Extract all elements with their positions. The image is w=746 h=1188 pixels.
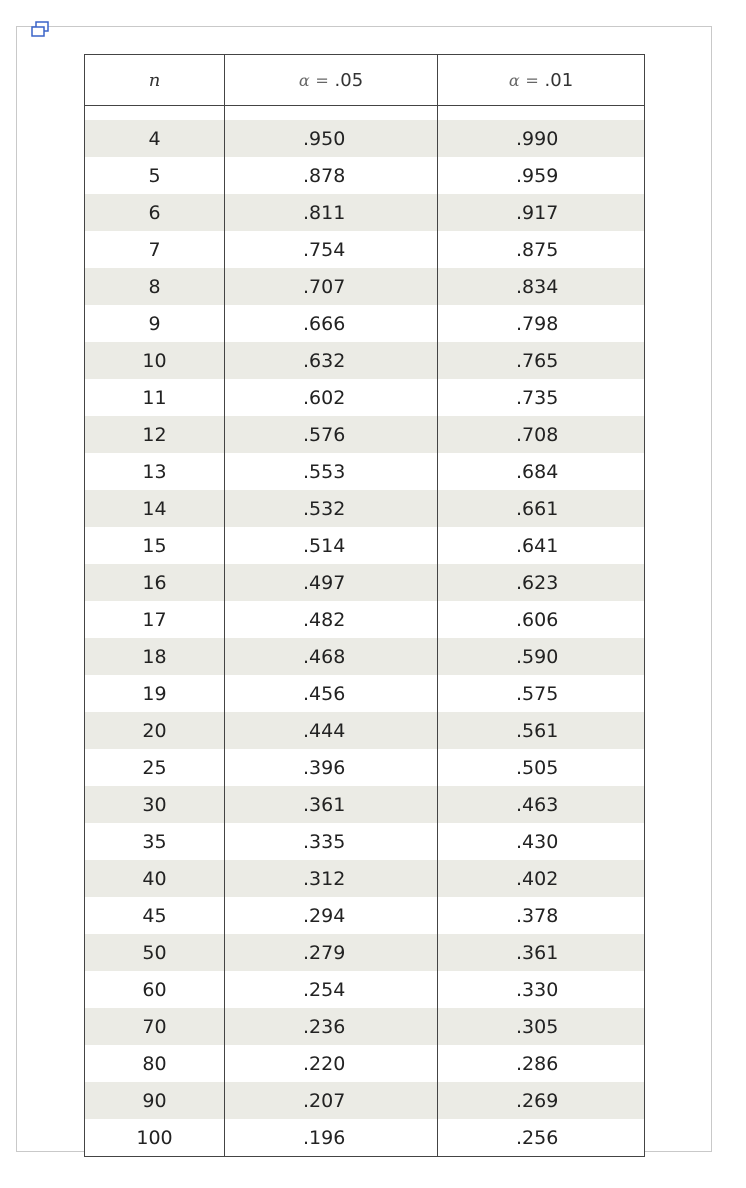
alpha-05-cell: .754 xyxy=(225,231,438,268)
equals-sign: = xyxy=(525,70,539,90)
critical-values-table xyxy=(84,54,645,1157)
spacer-cell xyxy=(438,106,645,121)
n-cell: 4 xyxy=(85,120,225,157)
alpha-05-cell: .361 xyxy=(225,786,438,823)
n-cell: 80 xyxy=(85,1045,225,1082)
alpha-01-cell: .798 xyxy=(438,305,645,342)
alpha-05-cell: .482 xyxy=(225,601,438,638)
table-row xyxy=(85,490,645,527)
alpha-01-cell: .330 xyxy=(438,971,645,1008)
n-cell: 14 xyxy=(85,490,225,527)
table-row xyxy=(85,712,645,749)
alpha-01-cell: .590 xyxy=(438,638,645,675)
n-cell: 6 xyxy=(85,194,225,231)
alpha-01-cell: .990 xyxy=(438,120,645,157)
alpha-05-cell: .236 xyxy=(225,1008,438,1045)
table-row xyxy=(85,897,645,934)
critical-values-table-wrapper xyxy=(84,54,644,1157)
table-row xyxy=(85,675,645,712)
table-row xyxy=(85,638,645,675)
alpha-01-cell: .735 xyxy=(438,379,645,416)
n-cell: 19 xyxy=(85,675,225,712)
header-row xyxy=(85,55,645,106)
n-cell: 45 xyxy=(85,897,225,934)
n-cell: 50 xyxy=(85,934,225,971)
alpha-01-cell: .561 xyxy=(438,712,645,749)
table-row xyxy=(85,1045,645,1082)
alpha-01-cell: .575 xyxy=(438,675,645,712)
alpha-05-cell: .878 xyxy=(225,157,438,194)
alpha-01-cell: .684 xyxy=(438,453,645,490)
alpha-05-cell: .553 xyxy=(225,453,438,490)
alpha-symbol: α xyxy=(508,70,520,90)
table-row xyxy=(85,231,645,268)
n-cell: 100 xyxy=(85,1119,225,1157)
alpha-01-cell: .623 xyxy=(438,564,645,601)
alpha-05-cell: .254 xyxy=(225,971,438,1008)
n-cell: 12 xyxy=(85,416,225,453)
alpha-01-cell: .463 xyxy=(438,786,645,823)
alpha-05-cell: .811 xyxy=(225,194,438,231)
spacer-cell xyxy=(225,106,438,121)
header-alpha-01 xyxy=(438,55,645,106)
alpha-01-cell: .917 xyxy=(438,194,645,231)
table-row xyxy=(85,860,645,897)
table-row xyxy=(85,564,645,601)
alpha-01-cell: .505 xyxy=(438,749,645,786)
alpha-01-cell: .606 xyxy=(438,601,645,638)
table-row xyxy=(85,194,645,231)
n-cell: 30 xyxy=(85,786,225,823)
alpha-01-cell: .430 xyxy=(438,823,645,860)
alpha-05-cell: .602 xyxy=(225,379,438,416)
table-row xyxy=(85,1119,645,1157)
alpha-01-cell: .641 xyxy=(438,527,645,564)
table-row xyxy=(85,157,645,194)
table-row xyxy=(85,823,645,860)
spacer-row xyxy=(85,106,645,121)
alpha-05-cell: .576 xyxy=(225,416,438,453)
alpha-05-cell: .335 xyxy=(225,823,438,860)
n-cell: 5 xyxy=(85,157,225,194)
table-row xyxy=(85,786,645,823)
spacer-cell xyxy=(85,106,225,121)
alpha-01-value: .01 xyxy=(544,69,574,91)
table-row xyxy=(85,1082,645,1119)
header-n: n xyxy=(85,55,225,106)
alpha-05-cell: .632 xyxy=(225,342,438,379)
alpha-05-cell: .312 xyxy=(225,860,438,897)
alpha-05-cell: .220 xyxy=(225,1045,438,1082)
n-cell: 20 xyxy=(85,712,225,749)
header-alpha-05 xyxy=(225,55,438,106)
n-cell: 8 xyxy=(85,268,225,305)
alpha-01-cell: .361 xyxy=(438,934,645,971)
table-row xyxy=(85,268,645,305)
alpha-05-cell: .396 xyxy=(225,749,438,786)
n-cell: 35 xyxy=(85,823,225,860)
alpha-05-cell: .456 xyxy=(225,675,438,712)
alpha-05-cell: .207 xyxy=(225,1082,438,1119)
alpha-05-cell: .279 xyxy=(225,934,438,971)
table-row xyxy=(85,342,645,379)
alpha-05-cell: .707 xyxy=(225,268,438,305)
n-cell: 11 xyxy=(85,379,225,416)
alpha-01-cell: .834 xyxy=(438,268,645,305)
alpha-01-cell: .875 xyxy=(438,231,645,268)
table-row xyxy=(85,453,645,490)
alpha-05-cell: .514 xyxy=(225,527,438,564)
table-row xyxy=(85,379,645,416)
n-cell: 25 xyxy=(85,749,225,786)
table-row xyxy=(85,971,645,1008)
table-row xyxy=(85,749,645,786)
alpha-05-cell: .532 xyxy=(225,490,438,527)
n-cell: 18 xyxy=(85,638,225,675)
n-cell: 70 xyxy=(85,1008,225,1045)
alpha-05-cell: .497 xyxy=(225,564,438,601)
n-cell: 9 xyxy=(85,305,225,342)
n-cell: 90 xyxy=(85,1082,225,1119)
table-row xyxy=(85,934,645,971)
alpha-01-cell: .661 xyxy=(438,490,645,527)
alpha-01-cell: .959 xyxy=(438,157,645,194)
n-cell: 7 xyxy=(85,231,225,268)
alpha-01-cell: .378 xyxy=(438,897,645,934)
alpha-01-cell: .286 xyxy=(438,1045,645,1082)
n-cell: 13 xyxy=(85,453,225,490)
alpha-05-value: .05 xyxy=(334,69,364,91)
table-row xyxy=(85,305,645,342)
n-cell: 10 xyxy=(85,342,225,379)
alpha-05-cell: .468 xyxy=(225,638,438,675)
n-cell: 60 xyxy=(85,971,225,1008)
alpha-01-cell: .305 xyxy=(438,1008,645,1045)
alpha-05-cell: .294 xyxy=(225,897,438,934)
table-row xyxy=(85,601,645,638)
n-cell: 16 xyxy=(85,564,225,601)
alpha-01-cell: .765 xyxy=(438,342,645,379)
alpha-05-cell: .666 xyxy=(225,305,438,342)
alpha-01-cell: .402 xyxy=(438,860,645,897)
n-cell: 40 xyxy=(85,860,225,897)
table-row xyxy=(85,416,645,453)
equals-sign: = xyxy=(315,70,329,90)
table-row xyxy=(85,527,645,564)
table-row xyxy=(85,1008,645,1045)
alpha-01-cell: .708 xyxy=(438,416,645,453)
alpha-01-cell: .256 xyxy=(438,1119,645,1157)
alpha-01-cell: .269 xyxy=(438,1082,645,1119)
n-cell: 17 xyxy=(85,601,225,638)
alpha-05-cell: .444 xyxy=(225,712,438,749)
alpha-05-cell: .950 xyxy=(225,120,438,157)
enlarge-table-icon[interactable] xyxy=(30,21,50,39)
table-row xyxy=(85,120,645,157)
alpha-symbol: α xyxy=(298,70,310,90)
n-cell: 15 xyxy=(85,527,225,564)
alpha-05-cell: .196 xyxy=(225,1119,438,1157)
